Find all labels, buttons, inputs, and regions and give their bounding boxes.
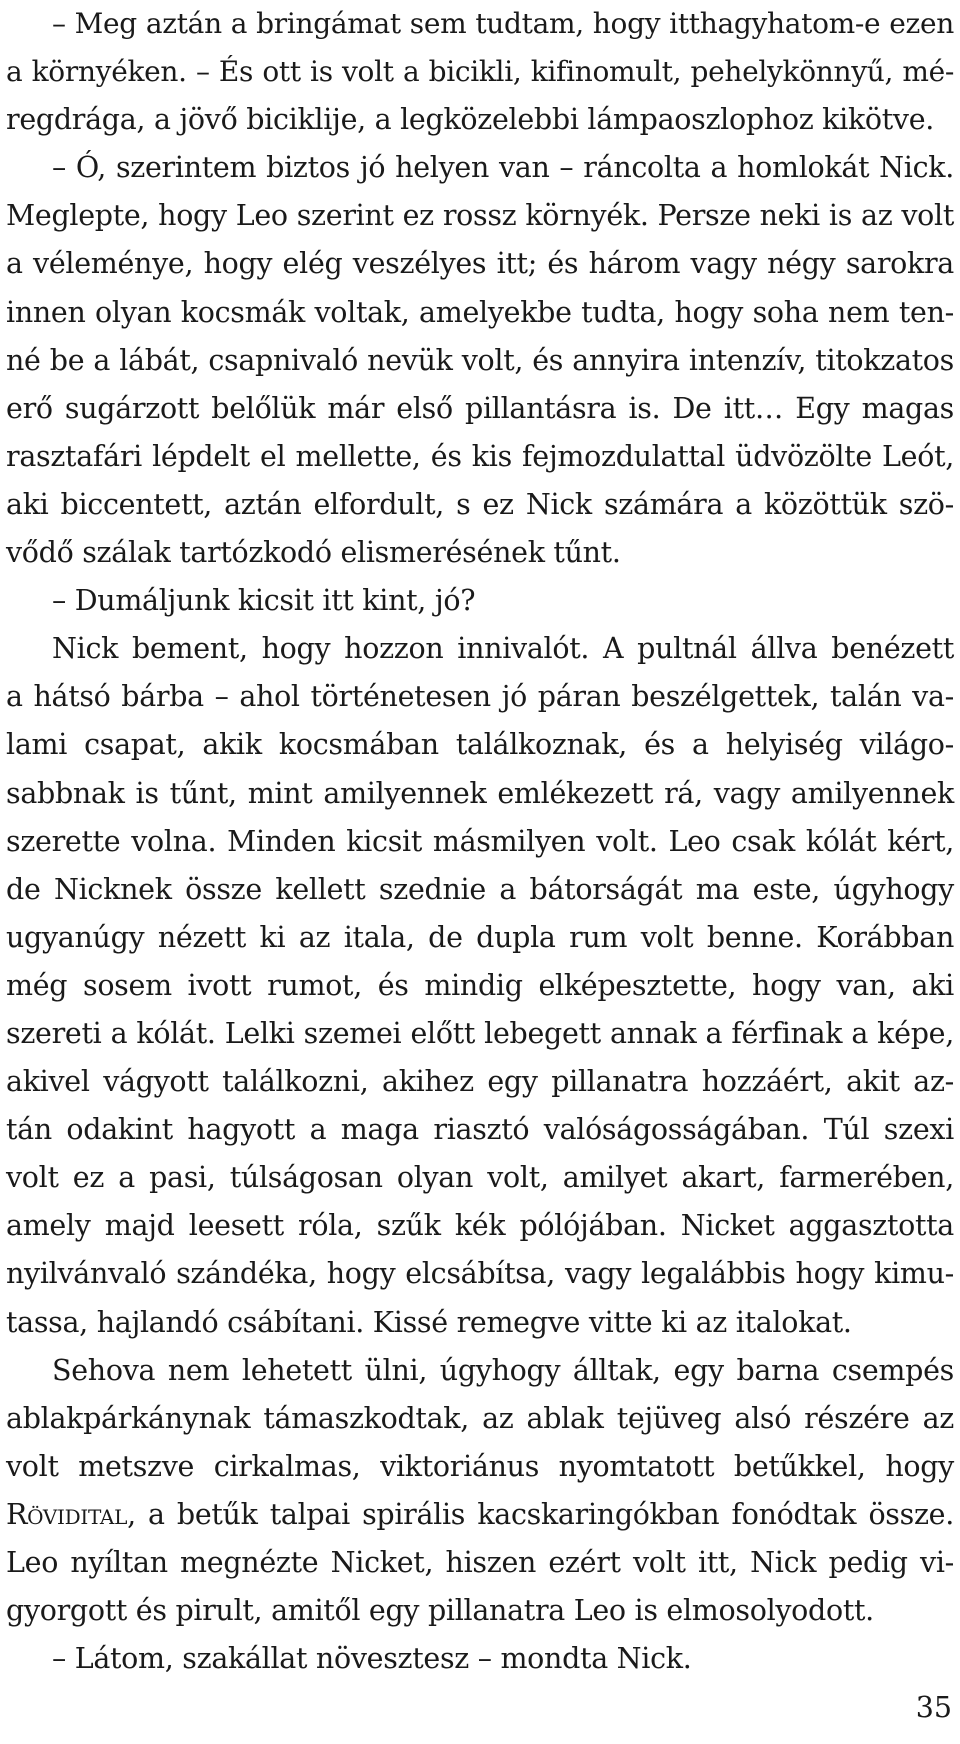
text-line-rest: , a betűk talpai spirális kacskaringókban fonódtak össze. <box>127 1497 954 1531</box>
text-line: szereti a kólát. Lelki szemei előtt lebegett annak a férfinak a képe, <box>6 1016 954 1050</box>
text-line: amely majd leesett róla, szűk kék pólójában. Nicket aggasztotta <box>6 1209 954 1243</box>
smallcaps-word: Rövidital <box>6 1497 128 1531</box>
text-line: lami csapat, akik kocsmában találkoznak, és a helyiség világo- <box>6 728 954 762</box>
text-line: ablakpárkánynak támaszkodtak, az ablak tejüveg alsó részére az <box>6 1401 954 1435</box>
text-line: gyorgott és pirult, amitől egy pillanatra Leo is elmosolyodott. <box>6 1594 874 1628</box>
text-line: – Dumáljunk kicsit itt kint, jó? <box>52 584 476 618</box>
text-line: rasztafári lépdelt el mellette, és kis fejmozdulattal üdvözölte Leót, <box>6 439 954 473</box>
text-line: akivel vágyott találkozni, akihez egy pillanatra hozzáért, akit az- <box>6 1065 954 1099</box>
text-line: vődő szálak tartózkodó elismerésének tűnt. <box>6 536 621 570</box>
text-line: még sosem ivott rumot, és mindig elképesztette, hogy van, aki <box>6 968 954 1002</box>
text-line: a véleménye, hogy elég veszélyes itt; és három vagy négy sarokra <box>6 247 954 281</box>
text-line: – Ó, szerintem biztos jó helyen van – ráncolta a homlokát Nick. <box>52 151 954 185</box>
text-line: aki biccentett, aztán elfordult, s ez Nick számára a közöttük szö- <box>6 487 954 521</box>
text-line: Sehova nem lehetett ülni, úgyhogy álltak, egy barna csempés <box>52 1353 954 1387</box>
text-line: innen olyan kocsmák voltak, amelyekbe tudta, hogy soha nem ten- <box>6 295 954 329</box>
text-line: erő sugárzott belőlük már első pillantásra is. De itt… Egy magas <box>6 391 954 425</box>
text-line: – Látom, szakállat növesztesz – mondta Nick. <box>52 1642 692 1676</box>
text-line: volt ez a pasi, túlságosan olyan volt, amilyet akart, farmerében, <box>6 1161 954 1195</box>
text-line: né be a lábát, csapnivaló nevük volt, és annyira intenzív, titokzatos <box>6 343 954 377</box>
text-line: volt metszve cirkalmas, viktoriánus nyomtatott betűkkel, hogy <box>6 1449 954 1483</box>
text-line: Meglepte, hogy Leo szerint ez rossz környék. Persze neki is az volt <box>6 199 954 233</box>
text-line: ugyanúgy nézett ki az itala, de dupla rum volt benne. Korábban <box>6 920 954 954</box>
text-line: sabbnak is tűnt, mint amilyennek emlékezett rá, vagy amilyennek <box>6 776 954 810</box>
page-number: 35 <box>915 1691 952 1724</box>
text-line: regdrága, a jövő biciklije, a legközelebbi lámpaoszlophoz kikötve. <box>6 103 935 137</box>
book-page-text <box>6 0 954 1683</box>
text-line: Nick bement, hogy hozzon innivalót. A pultnál állva benézett <box>52 632 954 666</box>
text-line: tassa, hajlandó csábítani. Kissé remegve vitte ki az italokat. <box>6 1305 852 1339</box>
text-line: Leo nyíltan megnézte Nicket, hiszen ezért volt itt, Nick pedig vi- <box>6 1546 954 1579</box>
text-line: tán odakint hagyott a maga riasztó valóságosságában. Túl szexi <box>6 1113 954 1147</box>
text-line: a hátsó bárba – ahol történetesen jó páran beszélgettek, talán va- <box>6 680 954 714</box>
text-line: – Meg aztán a bringámat sem tudtam, hogy itthagyhatom-e ezen <box>52 7 954 40</box>
text-line: szerette volna. Minden kicsit másmilyen volt. Leo csak kólát kért, <box>6 824 954 858</box>
text-line: nyilvánvaló szándéka, hogy elcsábítsa, vagy legalábbis hogy kimu- <box>6 1257 954 1291</box>
text-line: a környéken. – És ott is volt a bicikli, kifinomult, pehelykönnyű, mé- <box>6 55 954 89</box>
text-line: de Nicknek össze kellett szednie a bátorságát ma este, úgyhogy <box>6 872 954 906</box>
text-line-smallcaps <box>6 1491 954 1539</box>
